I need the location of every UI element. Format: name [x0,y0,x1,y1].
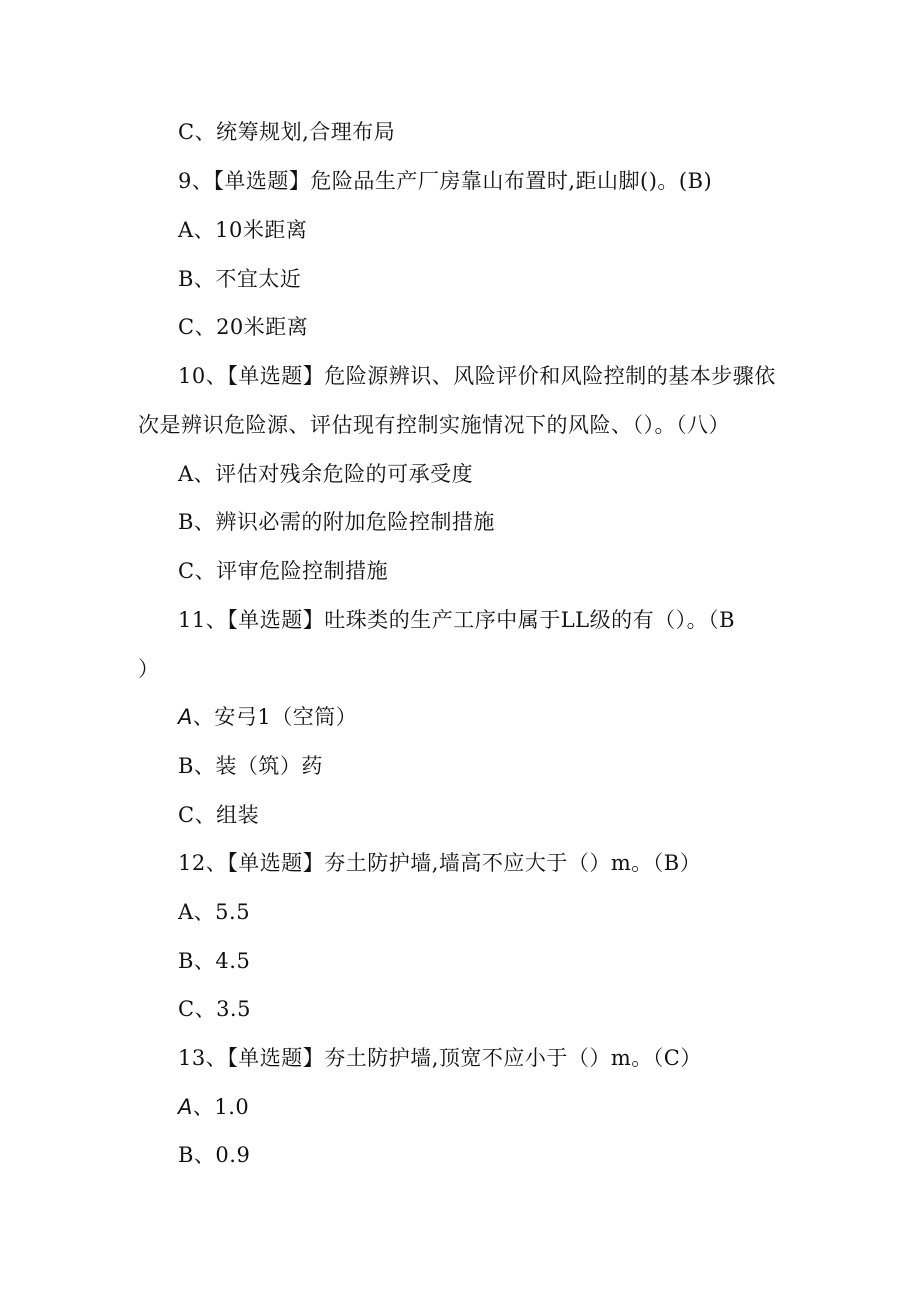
question-9: 9、【单选题】危险品生产厂房靠山布置时,距山脚()。(B) [178,169,713,193]
question-11-line-1: 11、【单选题】吐珠类的生产工序中属于LL级的有（）。（B [178,608,736,632]
option-a-q9: A、10米距离 [178,218,308,242]
question-10-line-2: 次是辨识危险源、评估现有控制实施情况下的风险、（）。（八） [138,413,730,437]
option-c-q11: C、组装 [178,803,260,827]
option-a-q11 [178,703,357,731]
option-b-q13: B、0.9 [178,1143,251,1167]
option-b-q12: B、4.5 [178,949,251,973]
option-text: 、安弓1（空筒） [192,705,358,729]
option-text: 、1.0 [192,1095,250,1119]
option-b-q10: B、辨识必需的附加危险控制措施 [178,510,495,534]
option-b-q11: B、装（筑）药 [178,754,323,778]
option-c-q12: C、3.5 [178,997,251,1021]
option-letter: A [178,705,193,729]
option-c-q10: C、评审危险控制措施 [178,559,389,583]
question-13: 13、【单选题】夯土防护墙,顶宽不应小于（）m。（C） [178,1046,702,1070]
option-a-q10: A、评估对残余危险的可承受度 [178,462,474,486]
option-c-q9: C、20米距离 [178,315,309,339]
question-12: 12、【单选题】夯土防护墙,墙高不应大于（）m。（B） [178,851,702,875]
question-10-line-1: 10、【单选题】危险源辨识、风险评价和风险控制的基本步骤依 [178,364,776,388]
option-a-q12: A、5.5 [178,900,251,924]
option-letter: A [178,1095,193,1119]
question-11-line-2: ） [138,657,160,681]
option-b-q9: B、不宜太近 [178,267,302,291]
option-c-q8: C、统筹规划,合理布局 [178,120,396,144]
option-a-q13 [178,1093,249,1121]
